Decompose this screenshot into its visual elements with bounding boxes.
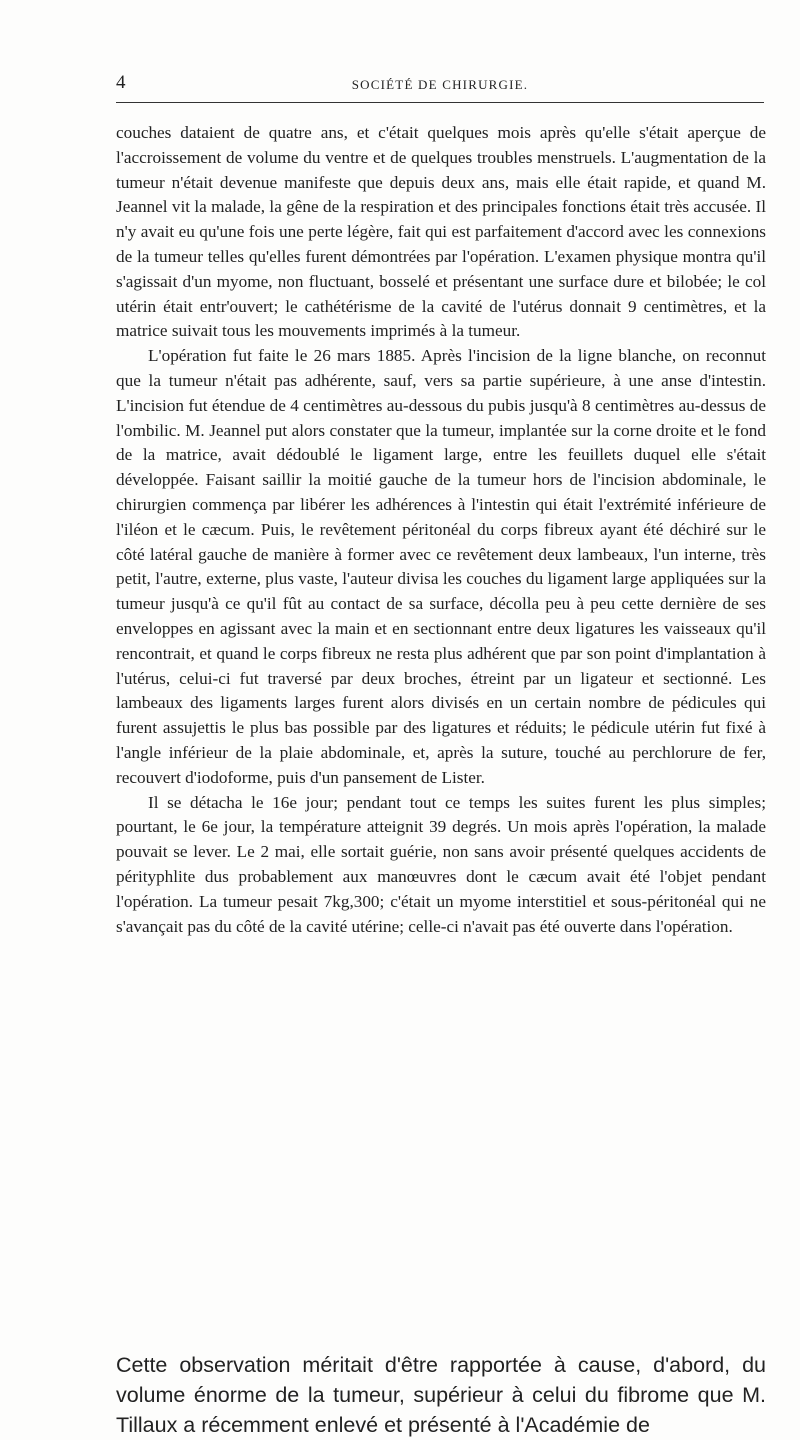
large-paragraph: Cette observation méritait d'être rapportée à cause, d'abord, du volume énorme de la tumeur, supérieur à celui du fibrome que M. Tillaux a récemment enlevé et présenté à l'Académie de <box>116 1353 766 1437</box>
large-type-text <box>116 1350 766 1440</box>
body-text <box>116 121 766 939</box>
paragraph-3: Il se détacha le 16e jour; pendant tout ce temps les suites furent les plus simples; pourtant, le 6e jour, la température atteignit 39 degrés. Un mois après l'opération, la malade pouvait se lever. Le 2 mai, elle sortait guérie, non sans avoir présenté quelques accidents de pérityphlite dus probablement aux manœuvres dont le cæcum avait été l'objet pendant l'opération. La tumeur pesait 7kg,300; c'était un myome interstitiel et sous-péritonéal qui ne s'avançait pas du côté de la cavité utérine; celle-ci n'avait pas été ouverte dans l'opération. <box>116 792 766 936</box>
paragraph-1: couches dataient de quatre ans, et c'était quelques mois après qu'elle s'était aperçue de l'accroissement de volume du ventre et de quelques troubles menstruels. L'augmentation de la tumeur n'était devenue manifeste que depuis deux ans, mais elle était rapide, et quand M. Jeannel vit la malade, la gêne de la respiration et des principales fonctions était très accusée. Il n'y avait eu qu'une fois une perte légère, fait qui est parfaitement d'accord avec les connexions de la tumeur telles qu'elles furent démontrées par l'opération. L'examen physique montra qu'il s'agissait d'un myome, non fluctuant, bosselé et présentant une surface dure et bilobée; le col utérin était entr'ouvert; le cathétérisme de la cavité de l'utérus donnait 9 centimètres, et la matrice suivait tous les mouvements imprimés à la tumeur. <box>116 123 766 341</box>
running-title: SOCIÉTÉ DE CHIRURGIE. <box>351 77 529 92</box>
page-header <box>116 72 764 98</box>
header-rule <box>116 102 764 103</box>
page-number: 4 <box>116 72 126 93</box>
paragraph-2: L'opération fut faite le 26 mars 1885. Après l'incision de la ligne blanche, on reconnut que la tumeur n'était pas adhérente, sauf, vers sa partie supérieure, à une anse d'intestin. L'incision fut étendue de 4 centimètres au-dessous du pubis jusqu'à 8 centimètres au-dessus de l'ombilic. M. Jeannel put alors constater que la tumeur, implantée sur la corne droite et le fond de la matrice, avait dédoublé le ligament large, entre les feuillets duquel elle s'était développée. Faisant saillir la moitié gauche de la tumeur hors de l'incision abdominale, le chirurgien commença par libérer les adhérences à l'intestin qui était l'extrémité inférieure de l'iléon et le cæcum. Puis, le revêtement péritonéal du corps fibreux ayant été déchiré sur le côté latéral gauche de manière à former avec ce revêtement deux lambeaux, l'un interne, très petit, l'autre, externe, plus vaste, l'auteur divisa les couches du ligament large appliquées sur la tumeur jusqu'à ce qu'il fût au contact de sa surface, décolla peu à peu cette dernière de ses enveloppes en agissant avec la main et en sectionnant entre deux ligatures les vaisseaux qu'il rencontrait, et quand le corps fibreux ne resta plus adhérent que par son point d'implantation à l'utérus, celui-ci fut traversé par deux broches, étreint par un ligateur et sectionné. Les lambeaux des ligaments larges furent alors divisés en un certain nombre de pédicules qui furent assujettis le plus bas possible par des ligatures et réduits; le pédicule utérin fut fixé à l'angle inférieur de la plaie abdominale, et, après la suture, touché au perchlorure de fer, recouvert d'iodoforme, puis d'un pansement de Lister. <box>116 346 766 787</box>
